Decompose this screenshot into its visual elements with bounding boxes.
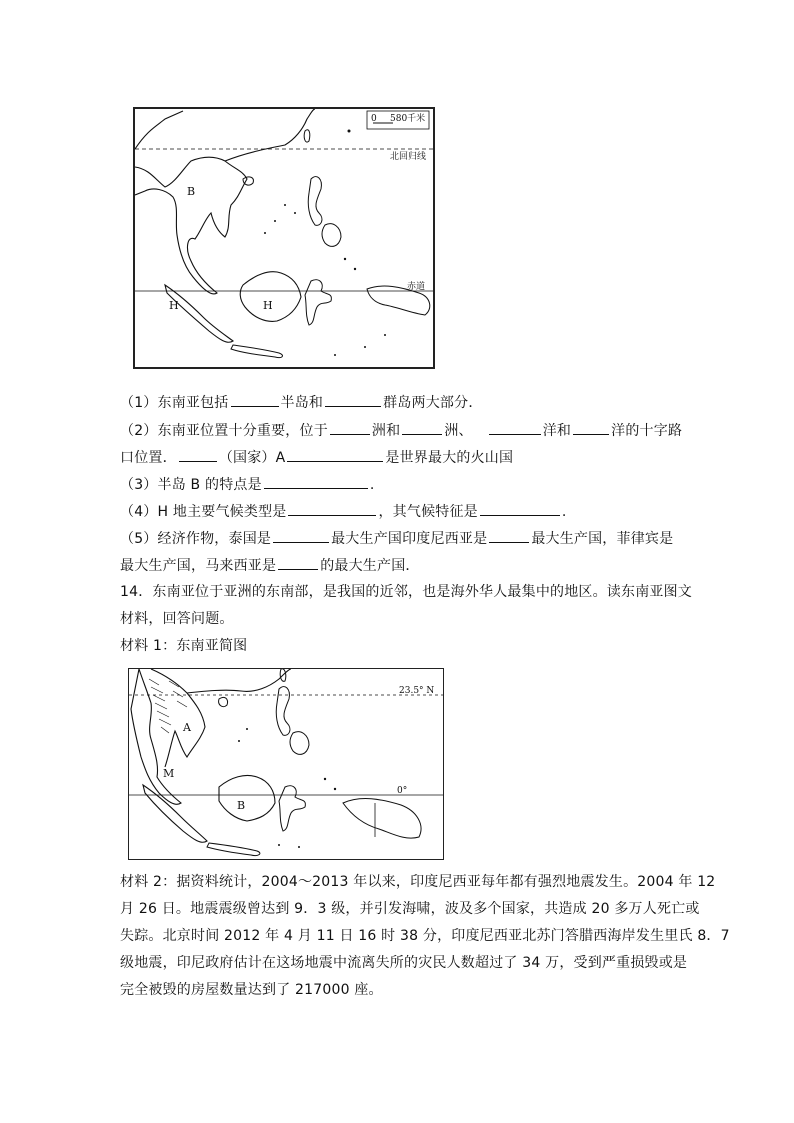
scale-zero: 0 (371, 114, 377, 124)
material-1-heading: 材料 1：东南亚简图 (120, 638, 248, 654)
material-2-line-3: 失踪。北京时间 2012 年 4 月 11 日 16 时 38 分，印度尼西亚北苏门答腊西海岸发生里氏 8．7 (120, 928, 730, 944)
blank-2d[interactable] (573, 420, 609, 435)
map2-letter-m: M (163, 767, 175, 780)
blank-5c[interactable] (278, 555, 318, 570)
map1-letter-h1: H (169, 299, 179, 312)
question-1: （1）东南亚包括 半岛和 群岛两大部分． (120, 392, 483, 413)
map2-tropic-label: 23.5° N (399, 686, 435, 696)
blank-2a[interactable] (330, 420, 370, 435)
equator-label: 赤道 (407, 282, 426, 292)
material-2-line-1: 材料 2：据资料统计，2004～2013 年以来，印度尼西亚每年都有强烈地震发生。2004 年 12 (120, 874, 716, 890)
question-2-line-2: 口位置． （国家）A 是世界最大的火山国 (120, 447, 513, 468)
map1-letter-h2: H (263, 299, 273, 312)
blank-1a[interactable] (231, 392, 279, 407)
sumatra (165, 285, 233, 342)
blank-2e[interactable] (179, 447, 217, 462)
map2-equator-label: 0° (397, 786, 408, 796)
q14-intro-line-2: 材料，回答问题。 (120, 611, 234, 627)
map2-letter-b: B (237, 799, 246, 812)
blank-2c[interactable] (489, 420, 541, 435)
material-2-line-4: 级地震，印尼政府估计在这场地震中流离失所的灾民人数超过了 34 万，受到严重损毁或是 (120, 955, 688, 971)
southeast-asia-map-2 (128, 668, 444, 860)
question-5-line-2: 最大生产国，马来西亚是 的最大生产国． (120, 555, 420, 576)
blank-2b[interactable] (402, 420, 442, 435)
borneo (240, 272, 301, 322)
southeast-asia-map-1 (133, 107, 435, 369)
question-3: （3）半岛 B 的特点是 . (120, 474, 374, 495)
question-4: （4）H 地主要气候类型是 ，其气候特征是 . (120, 501, 567, 522)
blank-3a[interactable] (264, 474, 368, 489)
blank-4b[interactable] (480, 501, 560, 516)
q14-intro-line-1: 14．东南亚位于亚洲的东南部，是我国的近邻，也是海外华人最集中的地区。读东南亚图文 (120, 584, 693, 600)
tropic-label: 北回归线 (390, 152, 427, 162)
map-1-drawing (135, 109, 433, 367)
blank-4a[interactable] (288, 501, 376, 516)
blank-5a[interactable] (273, 528, 329, 543)
blank-1b[interactable] (325, 392, 381, 407)
blank-5b[interactable] (489, 528, 529, 543)
question-2-line-1: （2）东南亚位置十分重要，位于 洲和 洲、 洋和 洋的十字路 (120, 420, 682, 441)
material-2-line-2: 月 26 日。地震震级曾达到 9．3 级，并引发海啸，波及多个国家，共造成 20 多万人死亡或 (120, 901, 700, 917)
map2-letter-a: A (183, 721, 191, 734)
material-2-line-5: 完全被毁的房屋数量达到了 217000 座。 (120, 982, 383, 998)
question-5-line-1: （5）经济作物，泰国是 最大生产国印度尼西亚是 最大生产国，菲律宾是 (120, 528, 673, 549)
map1-letter-b: B (187, 185, 196, 198)
scale-label: 580千米 (390, 114, 426, 124)
blank-2f[interactable] (287, 447, 383, 462)
map-2-drawing (129, 669, 443, 859)
mainland-coast (135, 111, 247, 294)
